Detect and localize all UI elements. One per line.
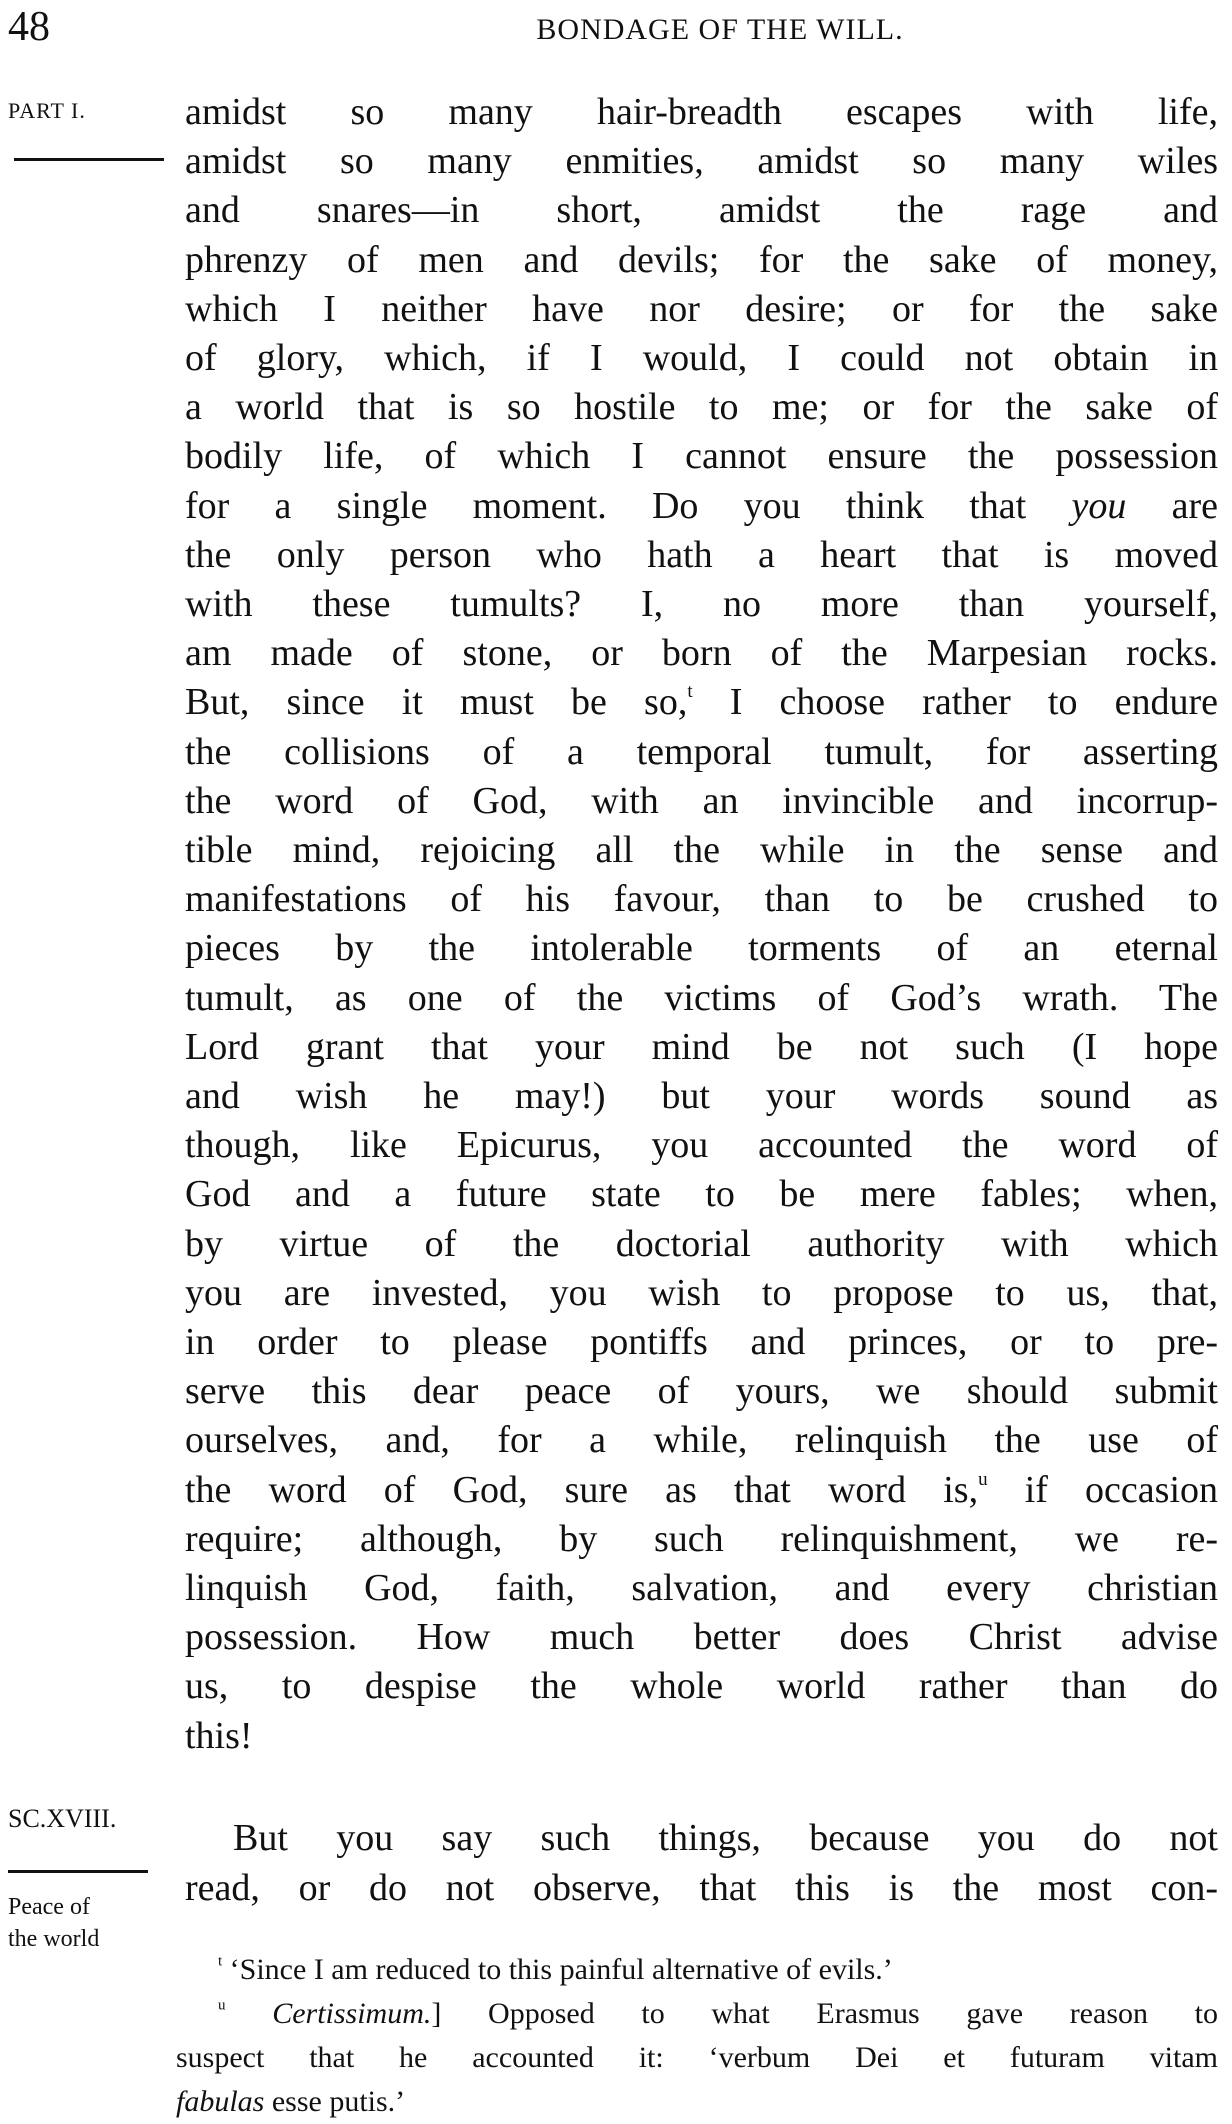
text-line [185,1515,1218,1564]
text-run: serve this dear peace of yours, we should submit [185,1370,1218,1413]
text-run: read, or do not observe, that this is the most con- [185,1867,1218,1909]
text-run: you are invested, you wish to propose to us, that, [185,1271,1218,1314]
text-line [185,1072,1218,1121]
text-run: the word of God, sure as that word is, [185,1468,979,1511]
footnote-marker: t [687,681,693,703]
text-run: require; although, by such relinquishment, we re- [185,1517,1218,1560]
text-run: us, to despise the whole world rather than do [185,1665,1218,1708]
text-run: with these tumults? I, no more than yourself, [185,583,1218,625]
text-line [185,629,1218,678]
text-line [185,974,1218,1023]
text-run: of glory, which, if I would, I could not obtain in [185,337,1218,379]
text-line [185,580,1218,629]
text-run: this! [185,1714,253,1757]
text-line [185,1023,1218,1072]
text-line [185,1712,1218,1761]
text-line [185,236,1218,285]
text-line [176,2036,1218,2080]
margin-part-label: PART I. [8,98,86,123]
text-run: and wish he may!) but your words sound as [185,1075,1218,1117]
margin-note-line: the world [8,1926,100,1952]
text-run: though, like Epicurus, you accounted the word of [185,1124,1218,1167]
margin-note-line: Peace of [8,1894,90,1920]
text-line [185,432,1218,481]
margin-section-label: SC.XVIII. [8,1804,117,1833]
text-line [185,1814,1218,1863]
text-run: in order to please pontiffs and princes, or to pre- [185,1321,1218,1363]
text-line [176,1992,1218,2036]
text-line [185,1416,1218,1465]
text-line [185,826,1218,875]
text-line [185,1613,1218,1662]
text-line [185,334,1218,383]
text-run: for a single moment. Do you think that [185,484,1072,527]
footnote-marker: u [978,1468,988,1490]
text-run: tible mind, rejoicing all the while in the sense and [185,829,1218,871]
text-run: bodily life, of which I cannot ensure the possession [185,435,1218,478]
text-run [226,1997,273,2030]
text-line [185,137,1218,186]
text-run: and snares—in short, amidst the rage and [185,189,1218,232]
text-line [185,1864,1218,1913]
text-run: manifestations of his favour, than to be crushed to [185,878,1218,921]
margin-section-rule [8,1870,148,1873]
text-run: But you say such things, because you do not [233,1817,1218,1859]
text-line [185,1662,1218,1711]
text-line [185,1269,1218,1318]
footnote-marker: u [218,1997,226,2014]
text-line [185,875,1218,924]
text-line [185,1220,1218,1269]
margin-rule [14,158,164,161]
text-run: linquish God, faith, salvation, and every christian [185,1567,1218,1609]
text-run: the collisions of a temporal tumult, for asserting [185,730,1218,773]
text-run: ourselves, and, for a while, relinquish the use of [185,1419,1218,1462]
text-run: But, since it must be so, [185,681,688,724]
footnote-marker: t [218,1953,223,1970]
text-line [185,924,1218,973]
text-line [185,1318,1218,1367]
text-line [176,2080,1218,2124]
text-run: the only person who hath a heart that is moved [185,533,1218,576]
text-line [185,728,1218,777]
text-line [185,531,1218,580]
text-run: possession. How much better does Christ advise [185,1616,1218,1659]
text-run: phrenzy of men and devils; for the sake of money, [185,238,1218,281]
text-line [185,1564,1218,1613]
italic-text: you [1071,484,1127,527]
text-line [185,383,1218,432]
text-line [185,1121,1218,1170]
text-run: am made of stone, or born of the Marpesian rocks. [185,632,1218,675]
text-line [185,678,1218,727]
text-line [185,186,1218,235]
text-run: a world that is so hostile to me; or for the sake of [185,386,1218,429]
text-line [176,1948,1218,1992]
text-run: which I neither have nor desire; or for the sake [185,287,1218,330]
text-run: I choose rather to endure [692,681,1218,724]
text-run: pieces by the intolerable torments of an eternal [185,927,1218,970]
text-run: tumult, as one of the victims of God’s wrath. The [185,976,1218,1019]
text-line [185,285,1218,334]
text-line [185,88,1218,137]
page-number: 48 [8,4,50,50]
running-title: BONDAGE OF THE WILL. [536,13,904,46]
text-line [185,482,1218,531]
text-line [185,1170,1218,1219]
text-run: by virtue of the doctorial authority with which [185,1222,1218,1265]
text-run: are [1126,484,1218,527]
text-line [185,777,1218,826]
text-run: ] Opposed to what Erasmus gave reason to [431,1997,1219,2030]
text-run: ‘Since I am reduced to this painful alternative of evils.’ [222,1953,893,1986]
text-run: the word of God, with an invincible and incorrup- [185,779,1218,822]
text-run: if occasion [987,1468,1218,1511]
text-run: God and a future state to be mere fables; when, [185,1173,1218,1216]
text-run: esse putis.’ [264,2085,406,2118]
text-run: amidst so many hair-breadth escapes with life, [185,91,1218,133]
text-line [185,1466,1218,1515]
text-run: suspect that he accounted it: ‘verbum Dei et futuram vitam [176,2041,1218,2074]
text-line [185,1367,1218,1416]
text-run: Lord grant that your mind be not such (I hope [185,1025,1218,1068]
text-run: amidst so many enmities, amidst so many wiles [185,140,1218,183]
italic-text: Certissimum. [272,1997,432,2030]
italic-text: fabulas [176,2085,265,2118]
